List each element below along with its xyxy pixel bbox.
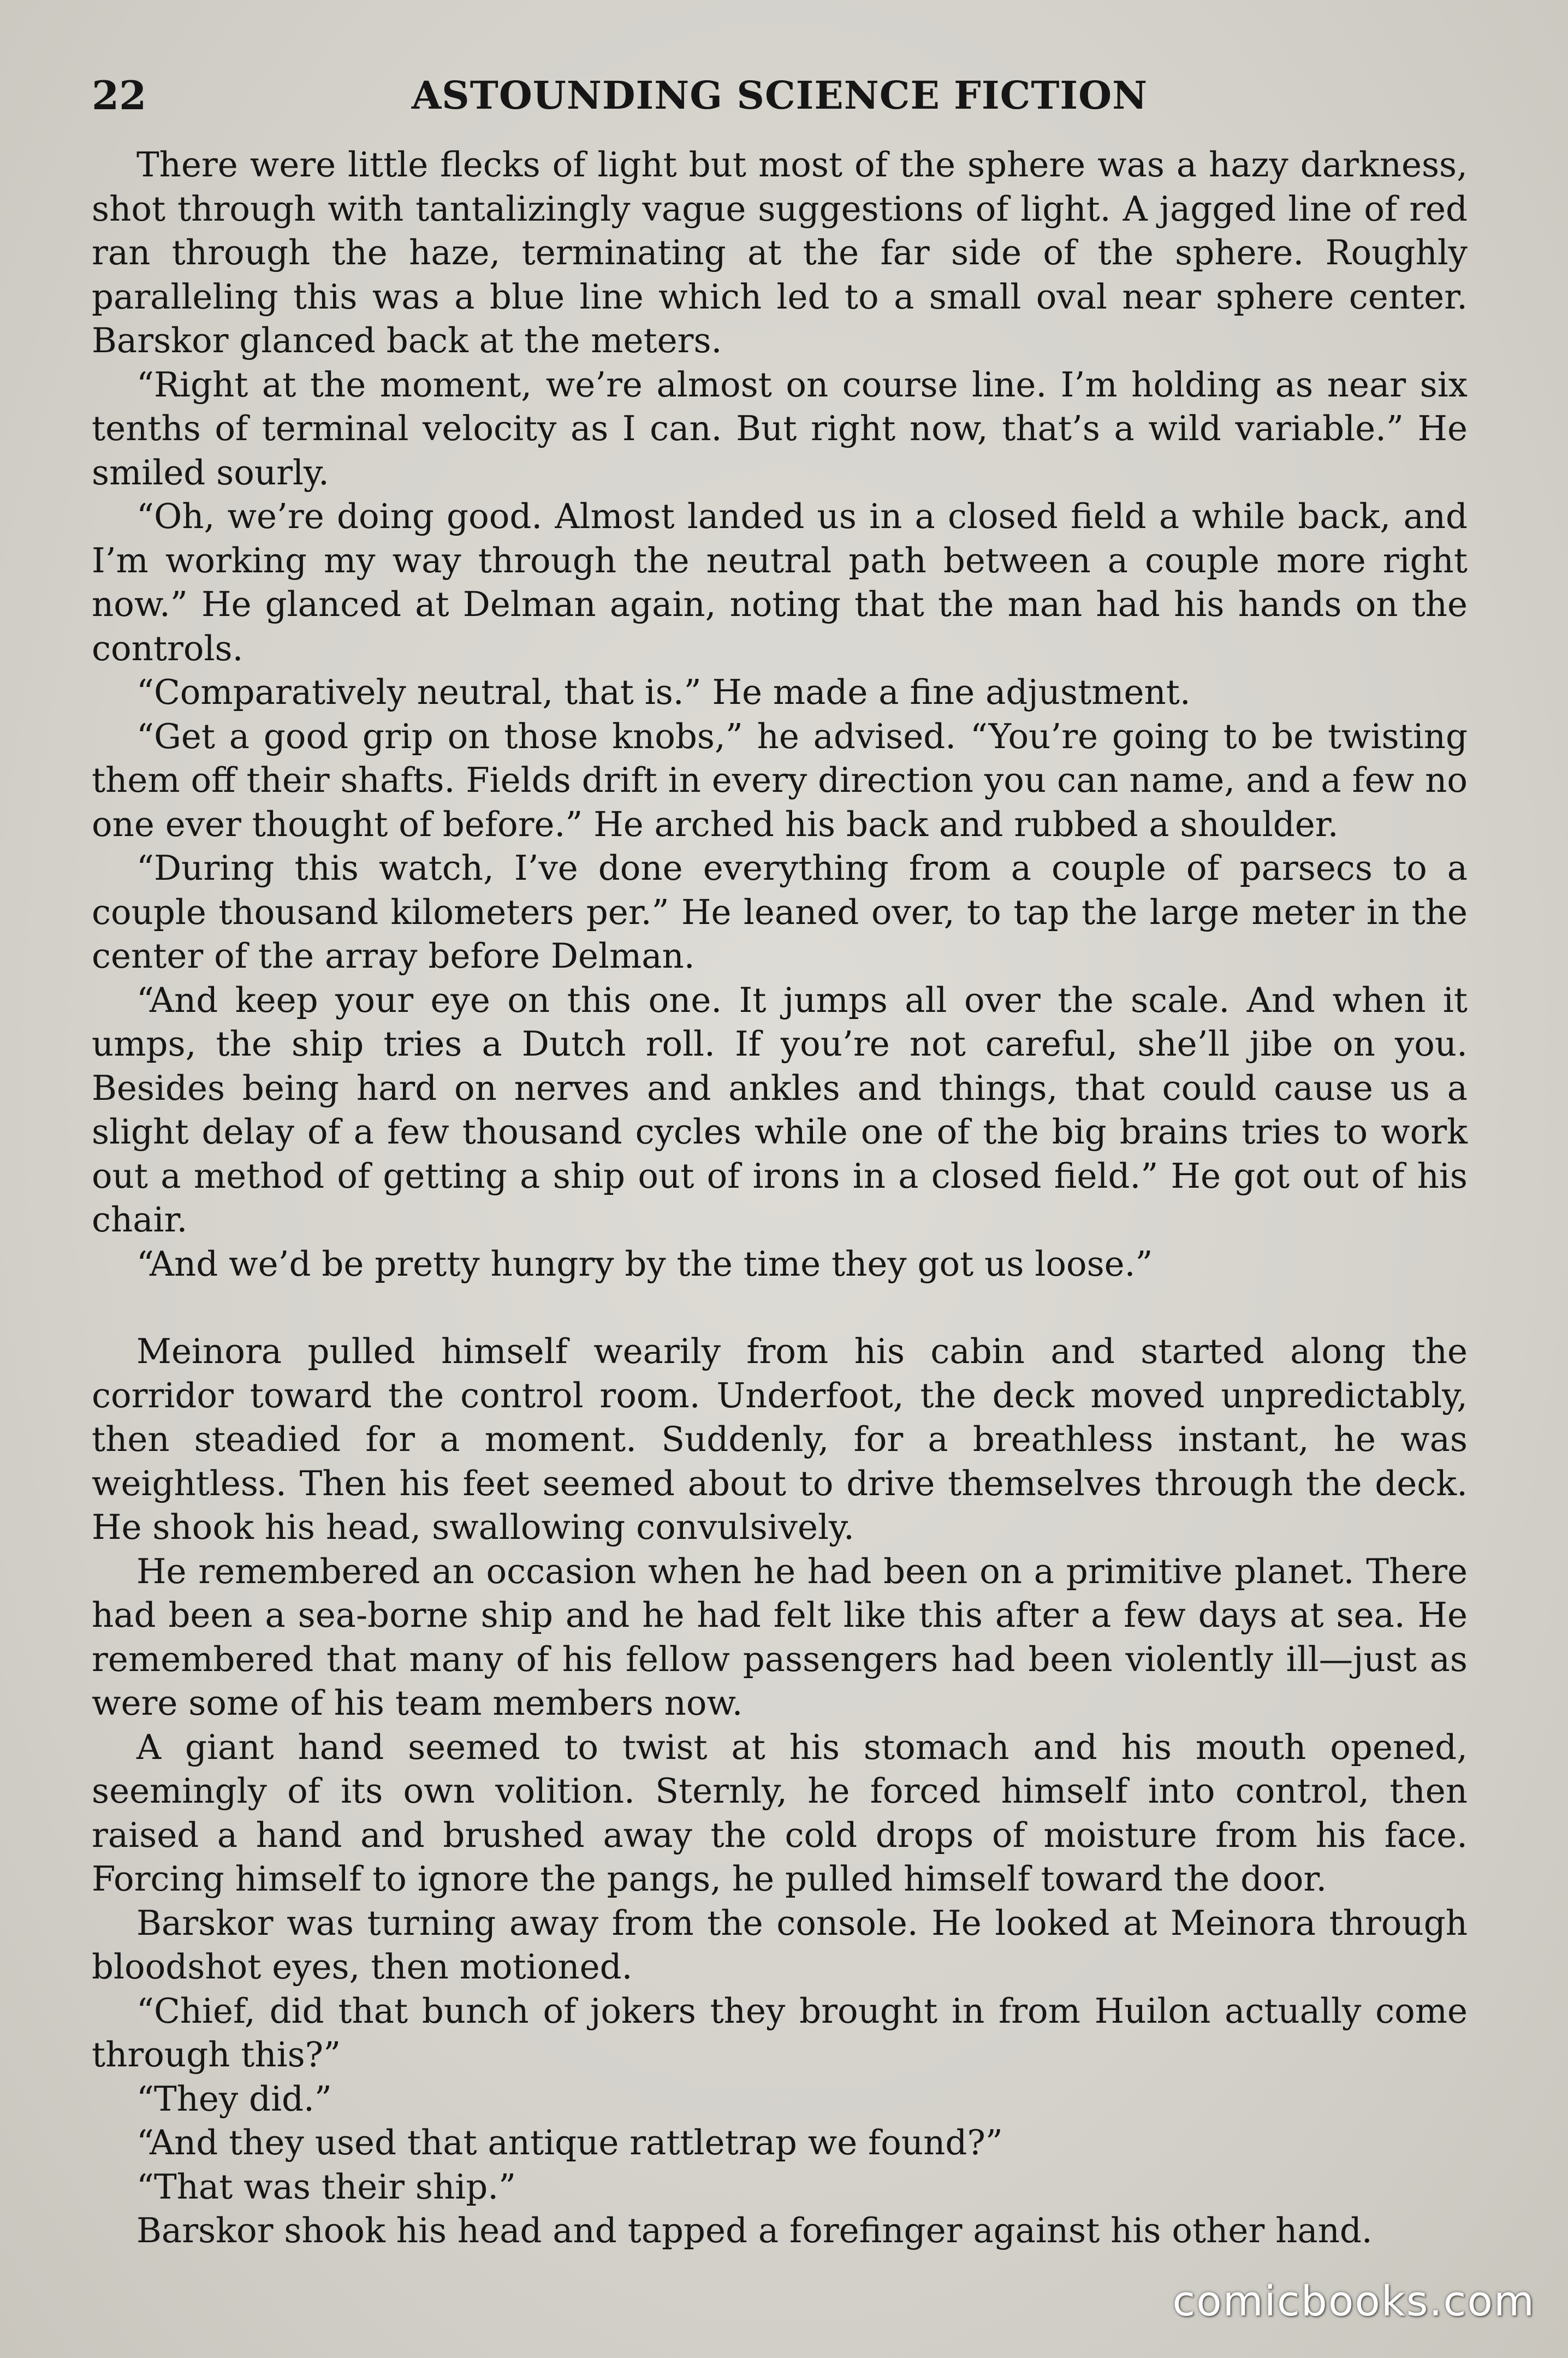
paragraph: “And keep your eye on this one. It jumps all over the scale. And when it umps, the ship tries a Dutch roll. If you’re not careful, she’ll jibe on you. Besides being hard on nerves and ankles and things, that could cause us a slight delay of a few thousand cycles while one of the big brains tries to work out a method of getting a ship out of irons in a closed field.” He got out of his chair. bbox=[92, 980, 1468, 1240]
paragraph: “And they used that antique rattletrap we found?” bbox=[136, 2123, 1003, 2163]
running-head: ASTOUNDING SCIENCE FICTION bbox=[411, 73, 1148, 118]
paragraph: “They did.” bbox=[136, 2078, 332, 2119]
story-text bbox=[92, 143, 1468, 2253]
paragraph: “Comparatively neutral, that is.” He made a fine adjustment. bbox=[136, 672, 1191, 712]
paragraph: “Chief, did that bunch of jokers they brought in from Huilon actually come through this?” bbox=[92, 1990, 1468, 2075]
paragraph: “Oh, we’re doing good. Almost landed us in a closed field a while back, and I’m working my way through the neutral path between a couple more right now.” He glanced at Delman again, noting that the man had his hands on the controls. bbox=[92, 496, 1468, 668]
paragraph: There were little flecks of light but most of the sphere was a hazy darkness, shot through with tantalizingly vague suggestions of light. A jagged line of red ran through the haze, terminating at the far side of the sphere. Roughly paralleling this was a blue line which led to a small oval near sphere center. Barskor glanced back at the meters. bbox=[92, 145, 1468, 360]
paragraph: “During this watch, I’ve done everything from a couple of parsecs to a couple thousand kilometers per.” He leaned over, to tap the large meter in the center of the array before Delman. bbox=[92, 848, 1468, 976]
paragraph: He remembered an occasion when he had been on a primitive planet. There had been a sea-borne ship and he had felt like this after a few days at sea. He remembered that many of his fellow passengers had been violently ill—just as were some of his team members now. bbox=[92, 1551, 1468, 1723]
page-header bbox=[92, 66, 1468, 126]
paragraph: Barskor was turning away from the console. He looked at Meinora through bloodshot eyes, then motioned. bbox=[92, 1903, 1468, 1987]
paragraph: A giant hand seemed to twist at his stomach and his mouth opened, seemingly of its own volition. Sternly, he forced himself into control, then raised a hand and brushed away the cold drops of moisture from his face. Forcing himself to ignore the pangs, he pulled himself toward the door. bbox=[92, 1727, 1468, 1899]
paragraph: Meinora pulled himself wearily from his cabin and started along the corridor toward the control room. Underfoot, the deck moved unpredictably, then steadied for a moment. Suddenly, for a breathless instant, he was weightless. Then his feet seemed about to drive themselves through the deck. He shook his head, swallowing convulsively. bbox=[92, 1331, 1468, 1547]
paragraph: “And we’d be pretty hungry by the time they got us loose.” bbox=[136, 1243, 1153, 1284]
page-number: 22 bbox=[92, 72, 147, 119]
paragraph: “Right at the moment, we’re almost on course line. I’m holding as near six tenths of terminal velocity as I can. But right now, that’s a wild variable.” He smiled sourly. bbox=[92, 364, 1468, 493]
watermark-logo: comicbooks.com bbox=[1172, 2277, 1535, 2325]
paragraph: “Get a good grip on those knobs,” he advised. “You’re going to be twisting them off their shafts. Fields drift in every direction you can name, and a few no one ever thought of before.” He arched his back and rubbed a shoulder. bbox=[92, 716, 1468, 844]
paragraph: “That was their ship.” bbox=[136, 2166, 516, 2207]
paragraph: Barskor shook his head and tapped a forefinger against his other hand. bbox=[136, 2211, 1373, 2250]
